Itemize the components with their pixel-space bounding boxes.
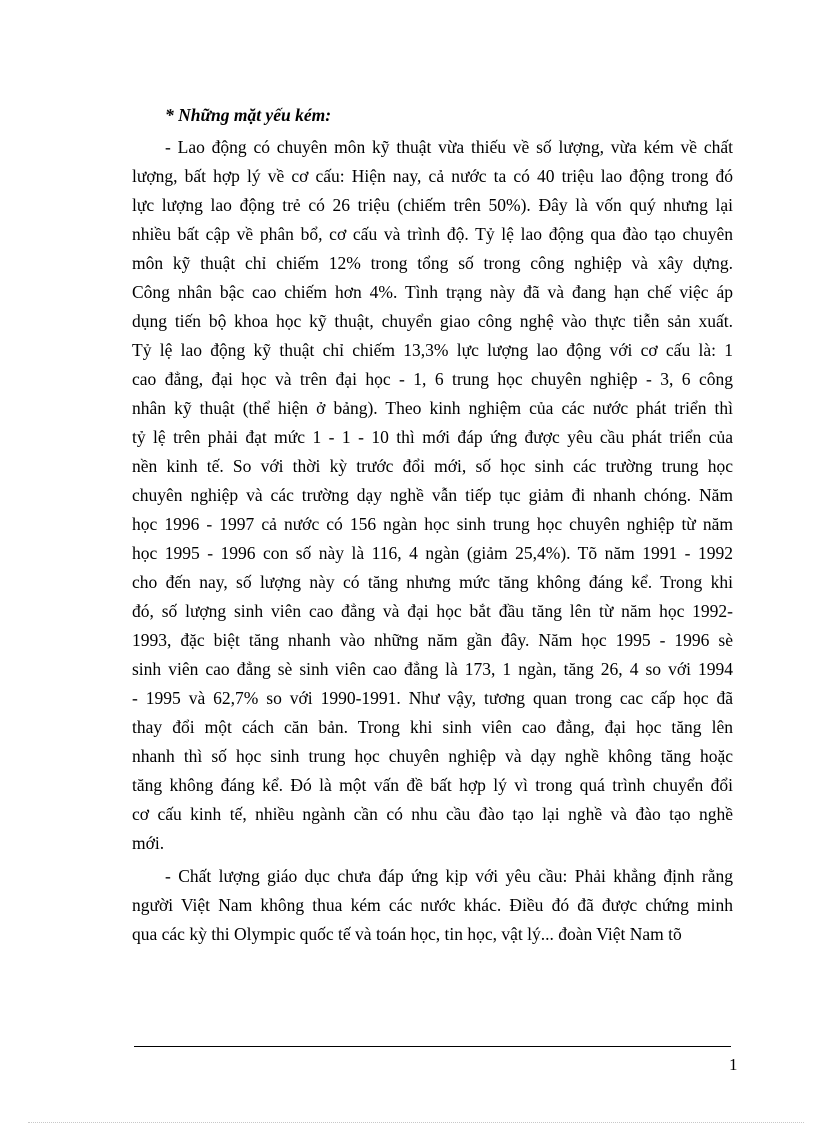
footer-rule xyxy=(134,1046,731,1047)
text-line: lượng, bất hợp lý về cơ cấu: Hiện nay, cả nước ta có 40 triệu lao động trong đó xyxy=(132,166,733,186)
text-line: - Lao động có chuyên môn kỹ thuật vừa thiếu về số lượng, vừa kém về chất xyxy=(165,137,733,157)
text-line: 1993, đặc biệt tăng nhanh vào những năm gần đây. Năm học 1995 - 1996 sè xyxy=(132,630,733,650)
text-line: lực lượng lao động trẻ có 26 triệu (chiếm trên 50%). Đây là vốn quý nhưng lại xyxy=(132,195,733,215)
text-line: cho đến nay, số lượng này có tăng nhưng mức tăng không đáng kể. Trong khi xyxy=(132,572,733,592)
text-line: chuyên nghiệp và các trường dạy nghề vẫn tiếp tục giảm đi nhanh chóng. Năm xyxy=(132,485,733,505)
text-line: sinh viên cao đẳng sè sinh viên cao đẳng là 173, 1 ngàn, tăng 26, 4 so với 1994 xyxy=(132,659,733,679)
text-line: Tỷ lệ lao động kỹ thuật chỉ chiếm 13,3% lực lượng lao động với cơ cấu là: 1 xyxy=(132,340,733,360)
text-line: dụng tiến bộ khoa học kỹ thuật, chuyển giao công nghệ vào thực tiễn sản xuất. xyxy=(132,311,733,331)
text-line: thay đổi một cách căn bản. Trong khi sinh viên cao đẳng, đại học tăng lên xyxy=(132,717,733,737)
text-line: nền kinh tế. So với thời kỳ trước đổi mới, số học sinh các trường trung học xyxy=(132,456,733,476)
text-line: - Chất lượng giáo dục chưa đáp ứng kịp với yêu cầu: Phải khẳng định rằng xyxy=(165,866,733,886)
section-heading: * Những mặt yếu kém: xyxy=(165,105,332,125)
text-line: tỷ lệ trên phải đạt mức 1 - 1 - 10 thì mới đáp ứng được yêu cầu phát triển của xyxy=(132,427,733,447)
text-line: - 1995 và 62,7% so với 1990-1991. Như vậy, tương quan trong cac cấp học đã xyxy=(132,688,733,708)
body-text xyxy=(132,101,733,949)
text-line: học 1996 - 1997 cả nước có 156 ngàn học sinh trung học chuyên nghiệp từ năm xyxy=(132,514,733,534)
text-line: nhiều bất cập về phân bổ, cơ cấu và trình độ. Tỷ lệ lao động qua đào tạo chuyên xyxy=(132,224,733,244)
paragraph xyxy=(132,133,733,858)
text-line: người Việt Nam không thua kém các nước khác. Điều đó đã được chứng minh xyxy=(132,895,733,915)
text-line: đó, số lượng sinh viên cao đẳng và đại học bắt đầu tăng lên từ năm học 1992- xyxy=(132,601,733,621)
paragraphs xyxy=(132,133,733,949)
text-line: nhanh thì số học sinh trung học chuyên nghiệp và dạy nghề không tăng hoặc xyxy=(132,746,733,766)
page-number: 1 xyxy=(729,1055,738,1074)
text-line: tăng không đáng kể. Đó là một vấn đề bất hợp lý vì trong quá trình chuyển đổi xyxy=(132,775,733,795)
text-line: môn kỹ thuật chỉ chiếm 12% trong tổng số trong công nghiệp và xây dựng. xyxy=(132,253,733,273)
text-line: nhân kỹ thuật (thể hiện ở bảng). Theo kinh nghiệm của các nước phát triển thì xyxy=(132,398,733,418)
text-line: cơ cấu kinh tế, nhiều ngành cần có nhu cầu đào tạo lại nghề và đào tạo nghề xyxy=(132,804,733,824)
paragraph xyxy=(132,862,733,949)
text-line: Công nhân bậc cao chiếm hơn 4%. Tình trạng này đã và đang hạn chế việc áp xyxy=(132,282,733,302)
text-line: qua các kỳ thi Olympic quốc tế và toán học, tin học, vật lý... đoàn Việt Nam tõ xyxy=(132,924,682,944)
text-line: học 1995 - 1996 con số này là 116, 4 ngàn (giảm 25,4%). Tõ năm 1991 - 1992 xyxy=(132,543,733,563)
text-line: cao đẳng, đại học và trên đại học - 1, 6 trung học chuyên nghiệp - 3, 6 công xyxy=(132,369,733,389)
text-line: mới. xyxy=(132,833,165,853)
